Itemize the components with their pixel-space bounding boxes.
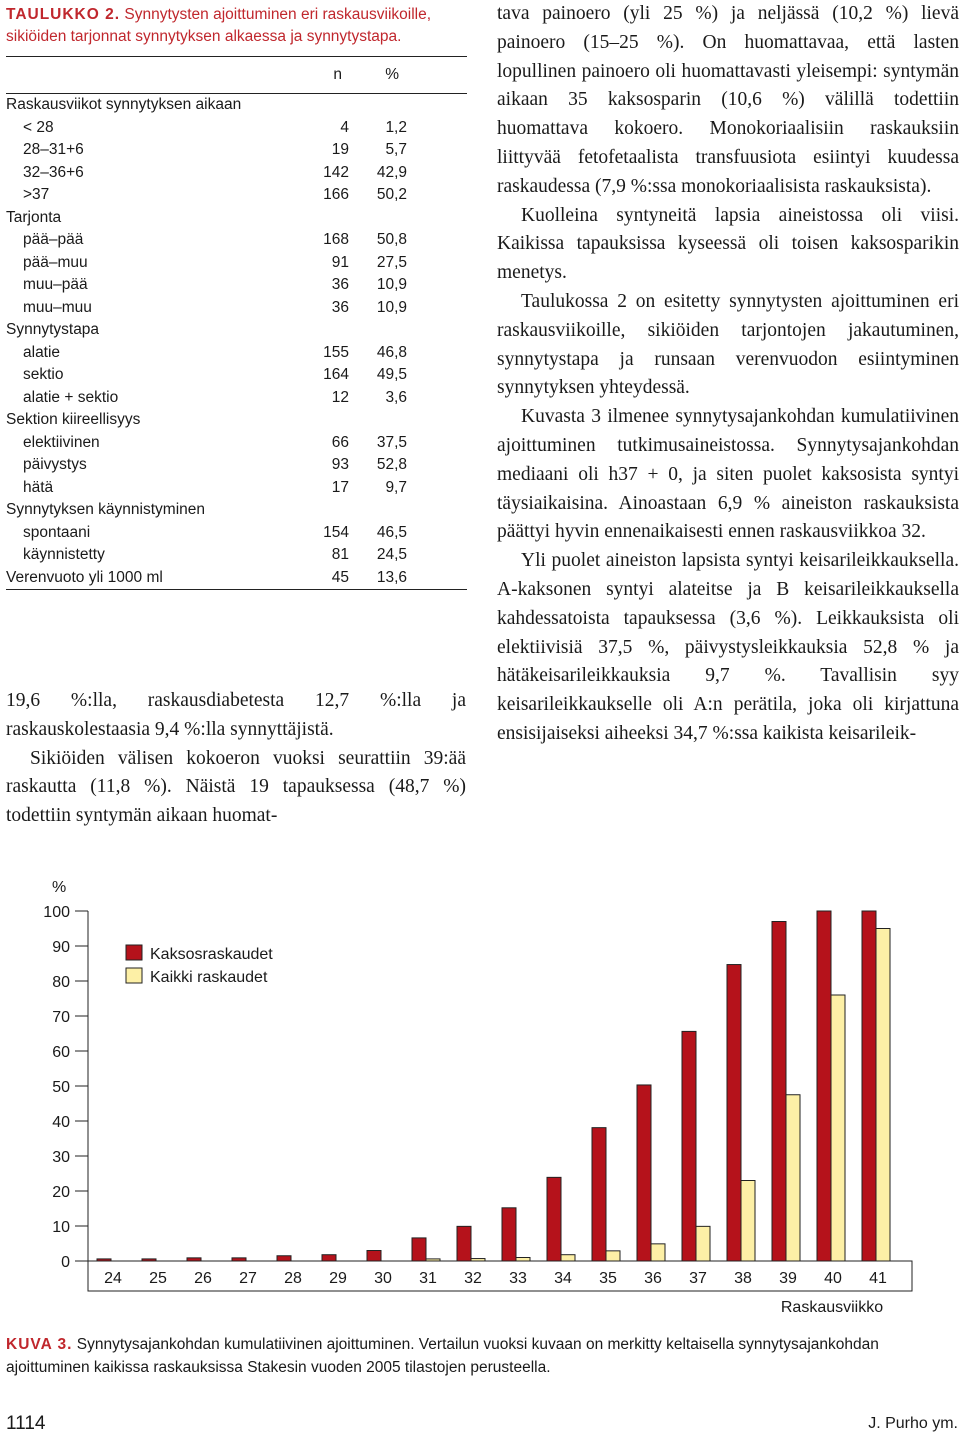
table-row bbox=[6, 499, 467, 522]
y-tick-label: 10 bbox=[52, 1219, 70, 1236]
cell-percent: 52,8 bbox=[376, 456, 407, 473]
paragraph: 19,6 %:lla, raskausdiabetesta 12,7 %:lla ja raskauskolestaasia 9,4 %:lla synnyttäjistä. bbox=[6, 690, 466, 740]
legend-label-kaikki-raskaudet: Kaikki raskaudet bbox=[150, 969, 268, 986]
cell-n: 168 bbox=[323, 231, 349, 248]
x-tick-label: 36 bbox=[644, 1270, 662, 1287]
y-tick-label: 40 bbox=[52, 1114, 70, 1131]
row-label: 32–36+6 bbox=[23, 163, 84, 181]
paragraph: Taulukossa 2 on esitetty synnytysten ajoittuminen eri raskausviikoille, sikiöiden tarjontojen jakautuminen, synnytystapa ja runsaan verenvuodon esiintyminen synnytyksen yhteydessä. bbox=[497, 290, 959, 399]
row-label: spontaani bbox=[23, 523, 91, 541]
cell-percent: 3,6 bbox=[385, 388, 407, 406]
bar-kaikki-raskaudet bbox=[696, 1226, 710, 1261]
x-tick-label: 28 bbox=[284, 1270, 302, 1287]
table-row bbox=[6, 387, 467, 410]
y-tick-label: 50 bbox=[52, 1079, 70, 1096]
author-credit: J. Purho ym. bbox=[868, 1415, 958, 1432]
bar-kaksosraskaudet bbox=[502, 1208, 516, 1261]
row-label: >37 bbox=[23, 186, 50, 203]
x-tick-label: 41 bbox=[869, 1270, 887, 1287]
table-row bbox=[6, 342, 467, 365]
paragraph: Yli puolet aineiston lapsista syntyi keisarileikkauksella. A-kaksonen syntyi alateitse ja B keisarileikkauksella kahdessatoista tapauksessa (3,6 %). Leikkauksista oli elektiivisiä 37,5 %, päivystysleikkauksia 52,8 % ja hätäkeisarileikkauksia 9,7 %. Tavallisin syy keisarileikkaukselle oli A:n perätila, joka oli kirjattuna ensisijaiseksi aiheeksi 34,7 %:ssa kaikista keisarileik- bbox=[497, 550, 959, 744]
cell-percent: 10,9 bbox=[376, 298, 407, 316]
cell-n: 81 bbox=[331, 546, 349, 563]
x-tick-label: 38 bbox=[734, 1270, 752, 1287]
table-row bbox=[6, 252, 467, 275]
bar-kaikki-raskaudet bbox=[831, 995, 845, 1261]
bar-kaikki-raskaudet bbox=[876, 929, 890, 1262]
figure-caption-text: Synnytysajankohdan kumulatiivinen ajoittuminen. Vertailun vuoksi kuvaan on merkitty keltaisella synnytysajankohdan ajoittuminen kaikissa raskauksissa Stakesin vuoden 2005 tilastojen perusteella. bbox=[6, 1336, 879, 1376]
row-label: muu–pää bbox=[23, 276, 88, 293]
table-row bbox=[6, 432, 467, 455]
paragraph: Kuolleina syntyneitä lapsia aineistossa oli viisi. Kaikissa tapauksissa kyseessä oli toisen kaksosparikin menetys. bbox=[497, 204, 959, 284]
bar-kaikki-raskaudet bbox=[741, 1181, 755, 1262]
x-tick-label: 32 bbox=[464, 1270, 482, 1287]
bar-kaksosraskaudet bbox=[727, 965, 741, 1261]
cell-percent: 50,2 bbox=[376, 186, 407, 203]
table-row bbox=[6, 522, 467, 545]
bar-kaksosraskaudet bbox=[547, 1177, 561, 1261]
row-label: alatie + sektio bbox=[23, 388, 119, 406]
column-header-n: n bbox=[333, 66, 342, 83]
bar-kaikki-raskaudet bbox=[561, 1255, 575, 1261]
cell-n: 17 bbox=[331, 478, 349, 496]
cell-percent: 10,9 bbox=[376, 276, 407, 293]
cell-percent: 50,8 bbox=[376, 231, 407, 248]
bar-kaksosraskaudet bbox=[817, 911, 831, 1261]
bar-kaksosraskaudet bbox=[862, 911, 876, 1261]
x-tick-label: 24 bbox=[104, 1270, 122, 1287]
table-row bbox=[6, 364, 467, 387]
table-header bbox=[6, 57, 467, 94]
bar-kaksosraskaudet bbox=[457, 1226, 471, 1261]
cell-percent: 1,2 bbox=[385, 118, 407, 136]
table-row bbox=[6, 184, 467, 207]
left-column-text bbox=[6, 687, 466, 831]
table-row bbox=[6, 94, 467, 117]
bar-kaikki-raskaudet bbox=[606, 1251, 620, 1261]
table-row bbox=[6, 319, 467, 342]
table-row bbox=[6, 139, 467, 162]
table-row bbox=[6, 454, 467, 477]
cell-percent: 46,5 bbox=[376, 523, 407, 541]
data-table bbox=[6, 56, 467, 590]
cell-percent: 13,6 bbox=[376, 568, 407, 586]
y-axis-label: % bbox=[52, 879, 67, 896]
row-label: < 28 bbox=[23, 118, 54, 136]
bar-kaikki-raskaudet bbox=[651, 1244, 665, 1261]
x-tick-label: 40 bbox=[824, 1270, 842, 1287]
bar-kaksosraskaudet bbox=[592, 1128, 606, 1261]
row-label: alatie bbox=[23, 343, 61, 361]
cell-percent: 49,5 bbox=[376, 366, 407, 383]
bar-kaikki-raskaudet bbox=[516, 1258, 530, 1262]
cell-percent: 9,7 bbox=[385, 478, 407, 496]
bar-kaksosraskaudet bbox=[97, 1259, 111, 1261]
paragraph: Kuvasta 3 ilmenee synnytysajankohdan kumulatiivinen ajoittuminen tutkimusaineistossa. Synnytysajankohdan mediaani oli h37 + 0, ja siten puolet kaksosista syntyi täysiaikaisina. Ainoastaan 6,9 % aineiston raskauksista päättyi hyvin ennenaikaisesti ennen raskausviikkoa 32. bbox=[497, 406, 959, 543]
x-tick-label: 31 bbox=[419, 1270, 437, 1287]
x-tick-label: 33 bbox=[509, 1270, 527, 1287]
table-label: TAULUKKO 2. bbox=[6, 6, 121, 23]
row-label: Verenvuoto yli 1000 ml bbox=[6, 568, 163, 586]
bar-kaksosraskaudet bbox=[367, 1251, 381, 1262]
cell-n: 155 bbox=[323, 343, 349, 361]
x-tick-label: 30 bbox=[374, 1270, 392, 1287]
cell-n: 36 bbox=[331, 298, 349, 316]
bar-kaikki-raskaudet bbox=[426, 1259, 440, 1261]
column-header-percent: % bbox=[385, 66, 399, 83]
table-row bbox=[6, 274, 467, 297]
bar-kaksosraskaudet bbox=[322, 1255, 336, 1261]
right-column-text bbox=[497, 0, 959, 749]
cell-n: 93 bbox=[331, 456, 349, 473]
row-label: pää–pää bbox=[23, 231, 84, 248]
row-label: hätä bbox=[23, 478, 54, 496]
x-tick-label: 26 bbox=[194, 1270, 212, 1287]
cell-percent: 24,5 bbox=[376, 546, 407, 563]
y-tick-label: 100 bbox=[43, 904, 70, 921]
table-caption-text: Synnytysten ajoittuminen eri raskausviikoille, sikiöiden tarjonnat synnytyksen alkaessa ja synnytystapa. bbox=[6, 6, 432, 45]
x-tick-label: 29 bbox=[329, 1270, 347, 1287]
bar-kaksosraskaudet bbox=[772, 922, 786, 1262]
bar-kaikki-raskaudet bbox=[786, 1095, 800, 1261]
row-label: sektio bbox=[23, 366, 64, 383]
row-label: Sektion kiireellisyys bbox=[6, 411, 141, 428]
cell-n: 166 bbox=[323, 186, 349, 203]
table-row bbox=[6, 162, 467, 185]
y-tick-label: 90 bbox=[52, 939, 70, 956]
y-tick-label: 80 bbox=[52, 974, 70, 991]
bar-kaksosraskaudet bbox=[232, 1258, 246, 1261]
cell-percent: 5,7 bbox=[385, 141, 407, 158]
cell-n: 19 bbox=[331, 141, 349, 158]
cell-n: 4 bbox=[340, 118, 349, 136]
cell-n: 45 bbox=[331, 568, 349, 586]
bar-kaksosraskaudet bbox=[277, 1256, 291, 1261]
bar-kaksosraskaudet bbox=[412, 1238, 426, 1261]
table-row bbox=[6, 544, 467, 567]
table-row bbox=[6, 117, 467, 140]
figure-label: KUVA 3. bbox=[6, 1336, 73, 1353]
row-label: käynnistetty bbox=[23, 546, 105, 563]
bar-kaksosraskaudet bbox=[637, 1085, 651, 1261]
table-row bbox=[6, 477, 467, 500]
figure-caption bbox=[6, 1333, 960, 1379]
paragraph: tava painoero (yli 25 %) ja neljässä (10,2 %) lievä painoero (15–25 %). On huomattavaa, että lasten lopullinen painoero oli huomattavasti yleisempi: syntymän aikaan 35 kaksosparin (10,6 %) välillä todettiin huomattava kokoero. Monokoriaalisiin raskauksiin liittyvää fetofetaalista transfuusiota esiintyi kuudessa raskaudessa (7,9 %:ssa monokoriaalisista raskauksista). bbox=[497, 3, 959, 197]
table-row bbox=[6, 229, 467, 252]
bar-kaksosraskaudet bbox=[187, 1258, 201, 1261]
cell-n: 142 bbox=[323, 163, 349, 181]
table-row bbox=[6, 207, 467, 230]
cell-n: 36 bbox=[331, 276, 349, 293]
bar-chart bbox=[0, 870, 960, 1320]
table-body bbox=[6, 94, 467, 589]
x-tick-label: 39 bbox=[779, 1270, 797, 1287]
table-row bbox=[6, 297, 467, 320]
y-tick-label: 0 bbox=[61, 1254, 70, 1271]
legend-swatch-kaksosraskaudet bbox=[126, 945, 142, 960]
x-tick-label: 25 bbox=[149, 1270, 167, 1287]
x-tick-label: 27 bbox=[239, 1270, 257, 1287]
cell-n: 91 bbox=[331, 253, 349, 271]
cell-percent: 42,9 bbox=[376, 163, 407, 181]
y-tick-label: 30 bbox=[52, 1149, 70, 1166]
page-number: 1114 bbox=[6, 1413, 46, 1434]
y-tick-label: 70 bbox=[52, 1009, 70, 1026]
table-row bbox=[6, 409, 467, 432]
row-label: Tarjonta bbox=[6, 208, 62, 226]
x-tick-label: 35 bbox=[599, 1270, 617, 1287]
row-label: päivystys bbox=[23, 456, 87, 473]
cell-percent: 37,5 bbox=[376, 433, 407, 451]
row-label: Raskausviikot synnytyksen aikaan bbox=[6, 96, 242, 113]
table-caption bbox=[6, 4, 470, 48]
bar-kaikki-raskaudet bbox=[471, 1259, 485, 1261]
row-label: Synnytystapa bbox=[6, 321, 100, 338]
cell-percent: 27,5 bbox=[376, 253, 407, 271]
row-label: pää–muu bbox=[23, 253, 88, 271]
bar-kaksosraskaudet bbox=[142, 1259, 156, 1261]
cell-n: 12 bbox=[331, 388, 349, 406]
row-label: Synnytyksen käynnistyminen bbox=[6, 501, 206, 518]
x-tick-label: 37 bbox=[689, 1270, 707, 1287]
row-label: elektiivinen bbox=[23, 433, 100, 451]
x-tick-label: 34 bbox=[554, 1270, 572, 1287]
chart-svg bbox=[0, 870, 960, 1320]
legend-label-kaksosraskaudet: Kaksosraskaudet bbox=[150, 946, 273, 963]
bar-kaksosraskaudet bbox=[682, 1031, 696, 1261]
paragraph: Sikiöiden välisen kokoeron vuoksi seurattiin 39:ää raskautta (11,8 %). Näistä 19 tapauksessa (48,7 %) todettiin syntymän aikaan huomat- bbox=[6, 747, 466, 827]
legend-swatch-kaikki-raskaudet bbox=[126, 968, 142, 983]
cell-n: 154 bbox=[323, 523, 349, 541]
cell-percent: 46,8 bbox=[376, 343, 407, 361]
y-tick-label: 60 bbox=[52, 1044, 70, 1061]
x-axis-title: Raskausviikko bbox=[780, 1299, 884, 1316]
y-tick-label: 20 bbox=[52, 1184, 70, 1201]
table-row bbox=[6, 567, 467, 590]
cell-n: 164 bbox=[323, 366, 349, 383]
cell-n: 66 bbox=[331, 433, 349, 451]
row-label: 28–31+6 bbox=[23, 141, 84, 158]
row-label: muu–muu bbox=[23, 298, 92, 316]
